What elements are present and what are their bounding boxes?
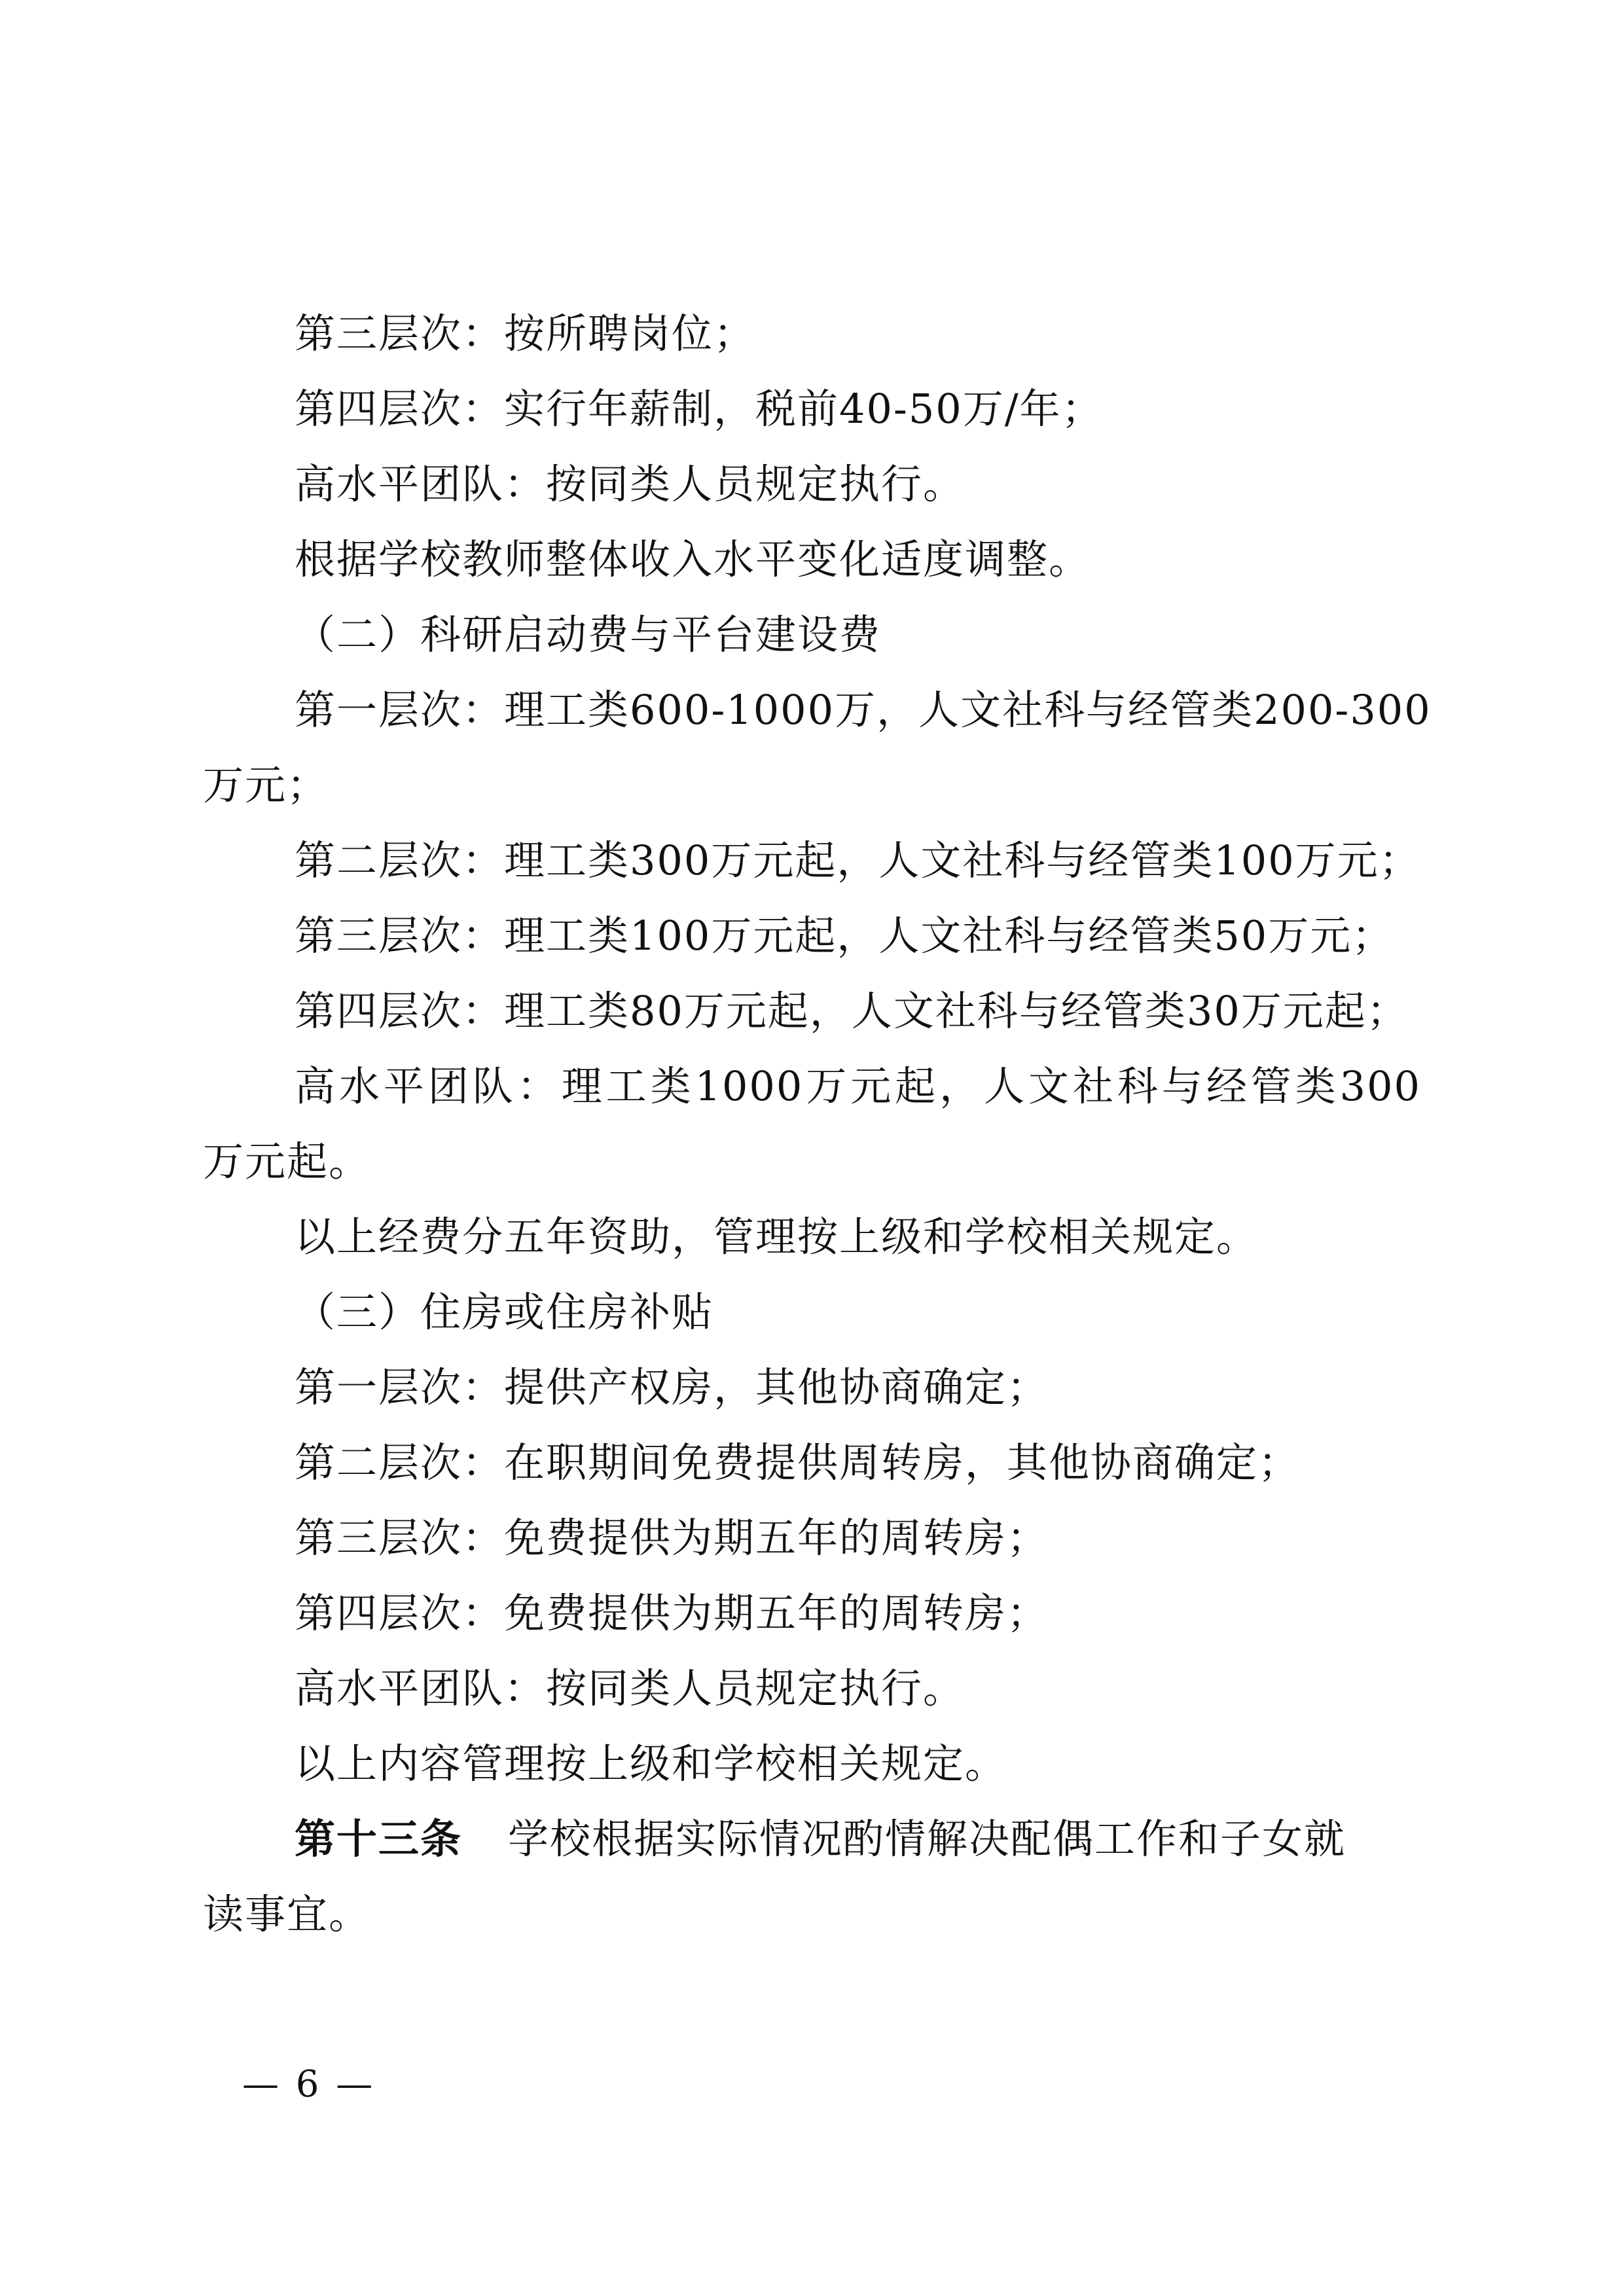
- paragraph-line: 第二层次：在职期间免费提供周转房，其他协商确定；: [295, 1439, 1301, 1486]
- paragraph-line: 万元起。: [203, 1138, 371, 1185]
- paragraph-line: 第一层次：理工类600-1000万，人文社科与经管类200-300: [295, 686, 1432, 734]
- paragraph-line: 第三层次：按所聘岗位；: [295, 310, 756, 357]
- section-heading: （二）科研启动费与平台建设费: [295, 611, 882, 658]
- paragraph-line: 第三层次：理工类100万元起，人文社科与经管类50万元；: [295, 912, 1394, 960]
- paragraph-line: 第二层次：理工类300万元起，人文社科与经管类100万元；: [295, 836, 1421, 884]
- paragraph-line: 第一层次：提供产权房，其他协商确定；: [295, 1363, 1049, 1411]
- paragraph-line: 万元；: [203, 761, 329, 809]
- article-paragraph: [203, 1813, 1421, 1865]
- paragraph-line: 读事宜。: [203, 1890, 371, 1938]
- paragraph-line: 第三层次：免费提供为期五年的周转房；: [295, 1514, 1049, 1562]
- article-heading: 第十三条: [295, 1815, 463, 1863]
- paragraph-line: 第四层次：免费提供为期五年的周转房；: [295, 1589, 1049, 1637]
- paragraph-line: 以上内容管理按上级和学校相关规定。: [295, 1740, 1007, 1787]
- paragraph-line: 高水平团队：理工类1000万元起，人文社科与经管类300: [295, 1062, 1421, 1110]
- paragraph-line: 根据学校教师整体收入水平变化适度调整。: [295, 535, 1091, 583]
- article-text: 学校根据实际情况酌情解决配偶工作和子女就: [508, 1815, 1346, 1863]
- paragraph-line: 第四层次：实行年薪制，税前40-50万/年；: [295, 385, 1104, 433]
- paragraph-line: 高水平团队：按同类人员规定执行。: [295, 1664, 965, 1712]
- paragraph-line: 第四层次：理工类80万元起，人文社科与经管类30万元起；: [295, 987, 1409, 1035]
- paragraph-line: 以上经费分五年资助，管理按上级和学校相关规定。: [295, 1213, 1259, 1261]
- paragraph-line: 高水平团队：按同类人员规定执行。: [295, 460, 965, 508]
- page-number: — 6 —: [242, 2063, 376, 2106]
- section-heading: （三）住房或住房补贴: [295, 1288, 714, 1336]
